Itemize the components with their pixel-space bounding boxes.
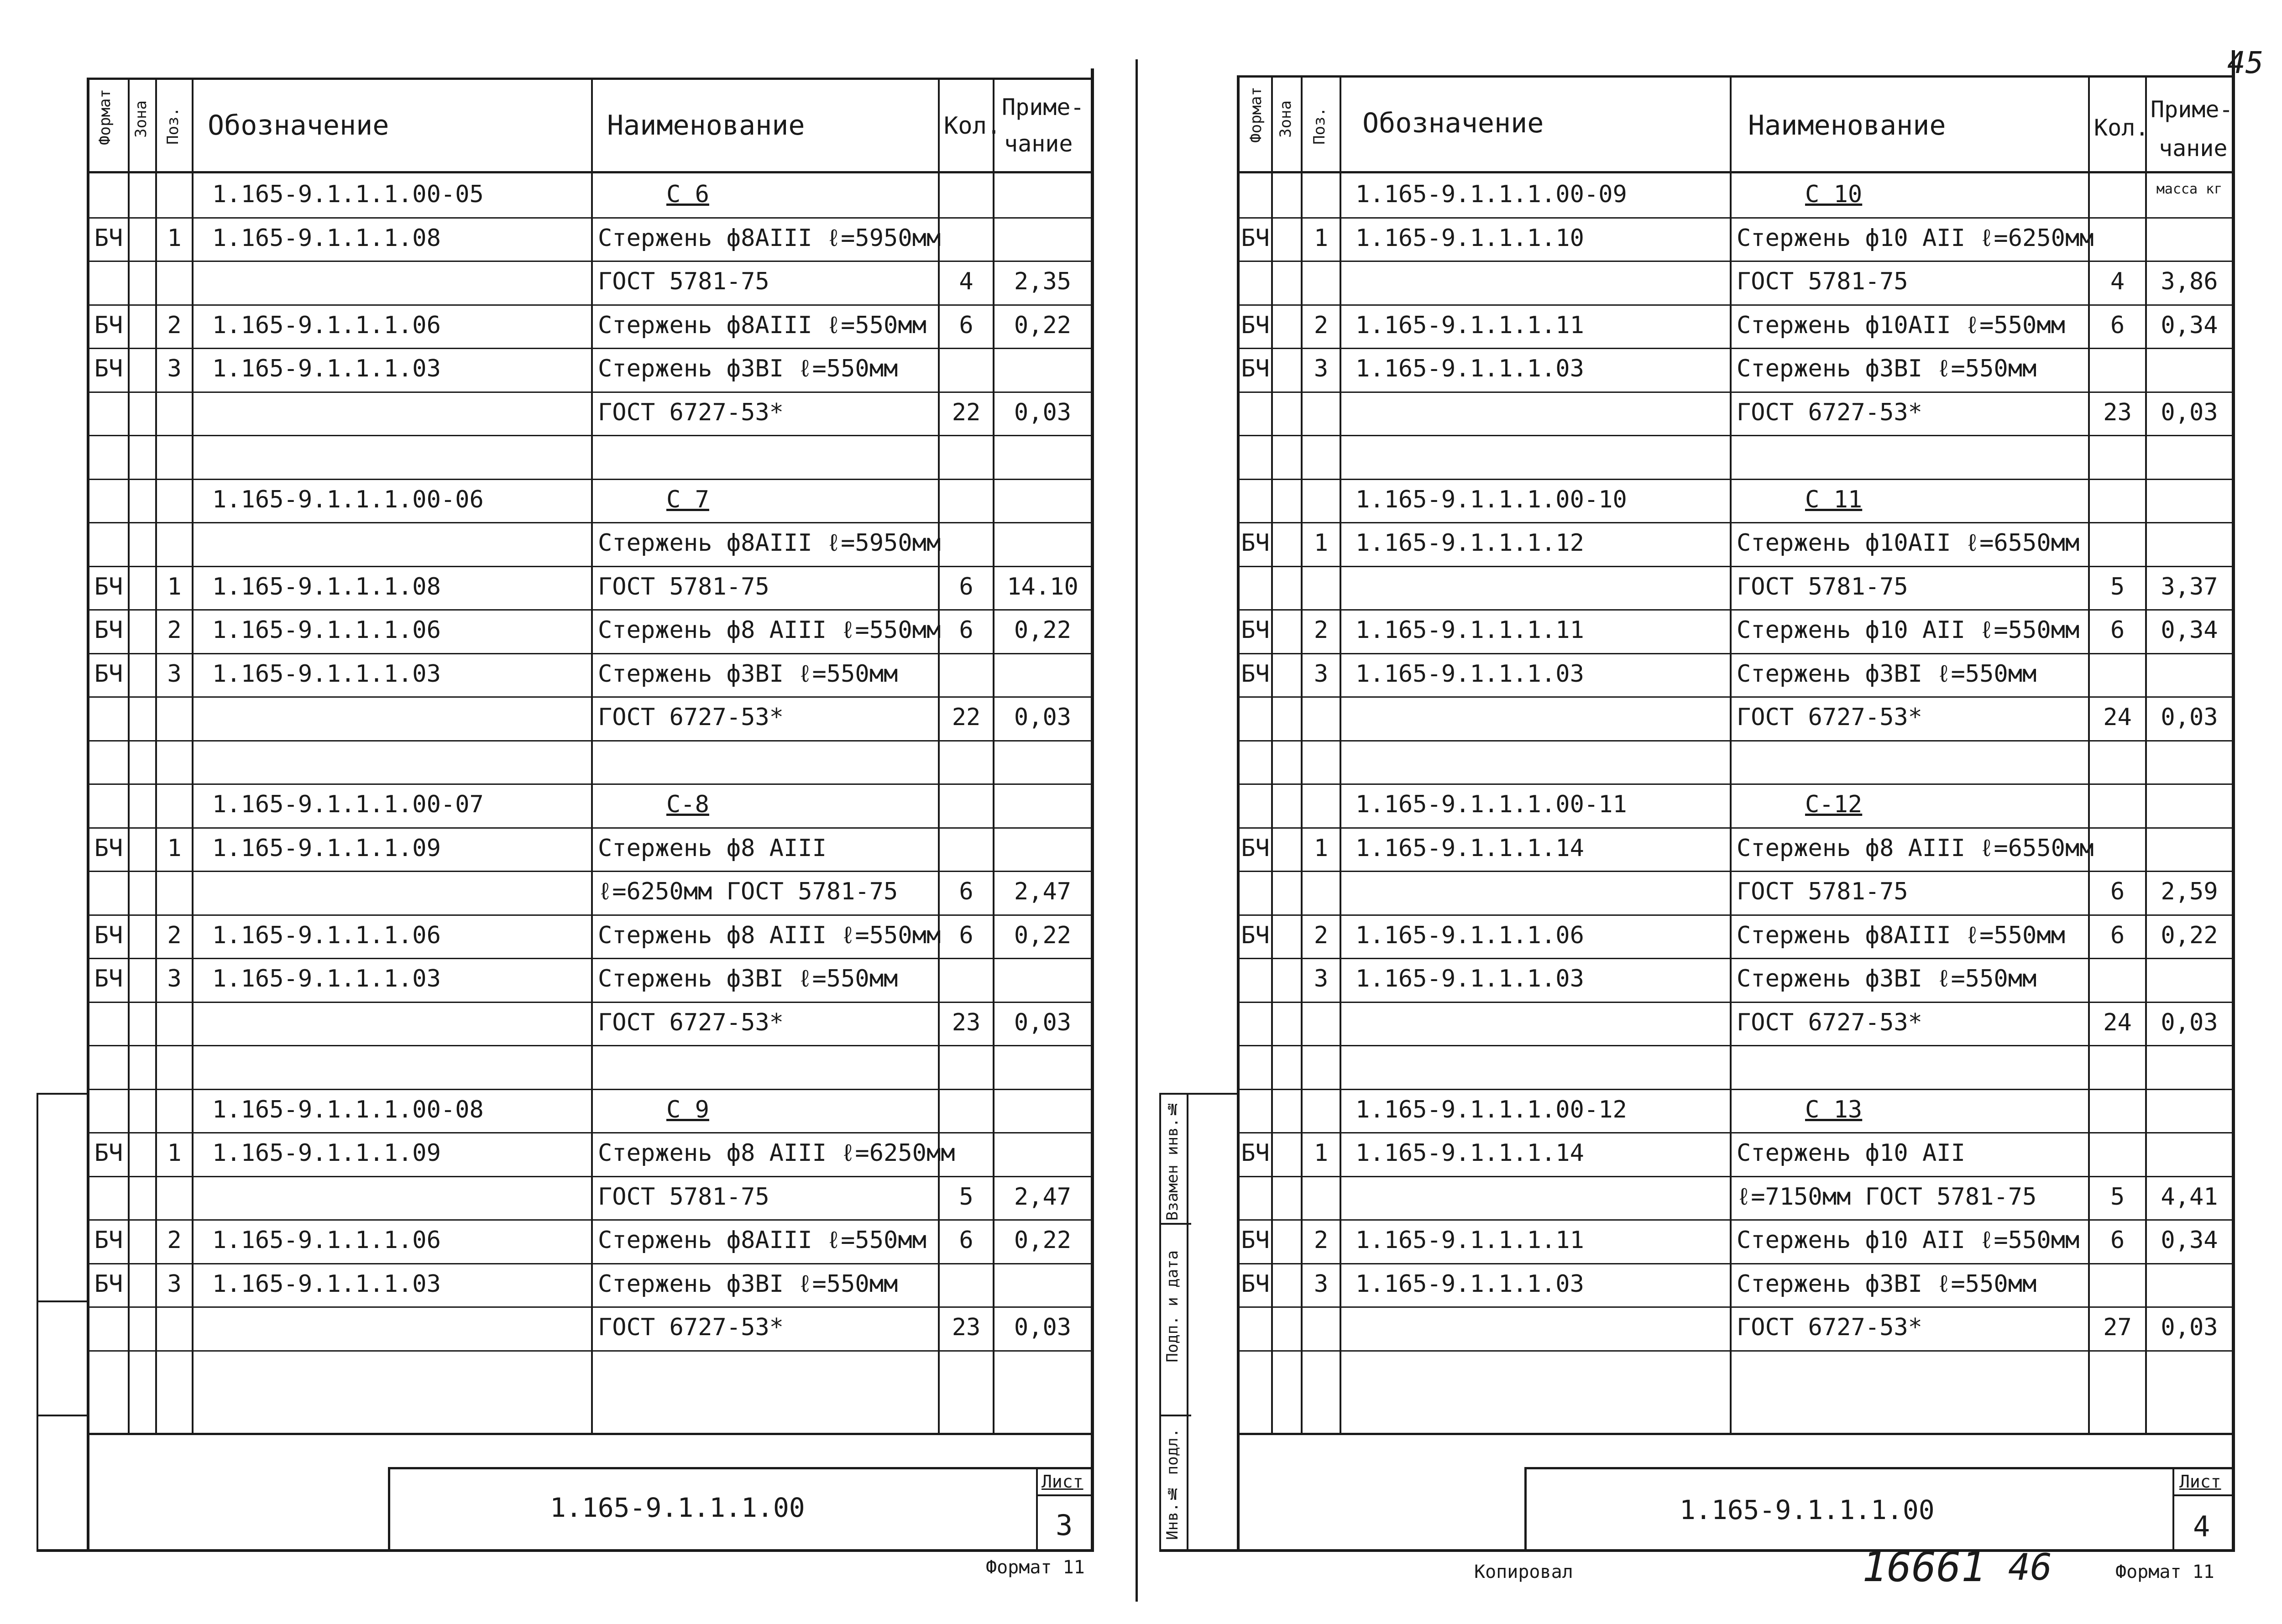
qty-cell: 4 (959, 268, 974, 295)
header-zone-right: Зона (1277, 100, 1295, 138)
row-separator (1237, 1219, 2232, 1221)
row-separator (1237, 1176, 2232, 1177)
row-separator (1237, 522, 2232, 523)
row-separator (1237, 304, 2232, 306)
header-note-right-2: чание (2159, 135, 2228, 162)
name-cell: ГОСТ 6727-53* (1737, 704, 1922, 731)
designation-cell: 1.165-9.1.1.1.14 (1356, 834, 1584, 862)
mass-cell: 0,34 (2161, 616, 2218, 644)
mass-cell: 3,37 (2161, 573, 2218, 601)
name-cell: ГОСТ 5781-75 (1737, 573, 1908, 601)
name-cell: ГОСТ 6727-53* (1737, 398, 1922, 426)
position-cell: 1 (1314, 1139, 1329, 1167)
designation-cell: 1.165-9.1.1.1.06 (212, 616, 441, 644)
name-cell: ГОСТ 5781-75 (1737, 268, 1908, 295)
designation-cell: 1.165-9.1.1.1.03 (212, 965, 441, 992)
format-cell: БЧ (1241, 355, 1270, 382)
name-cell: ГОСТ 6727-53* (598, 398, 784, 426)
header-pos: Поз. (164, 107, 182, 145)
position-cell: 2 (1314, 616, 1329, 644)
mass-cell: масса кг (2156, 181, 2223, 197)
name-cell: Стержень ф3BI ℓ=550мм (598, 660, 898, 688)
name-cell: Стержень ф8АIII ℓ=550мм (598, 1227, 926, 1254)
format-cell: БЧ (94, 573, 123, 601)
mass-cell: 2,47 (1014, 1183, 1072, 1211)
designation-cell: 1.165-9.1.1.1.00-11 (1356, 791, 1627, 818)
designation-cell: 1.165-9.1.1.1.08 (212, 573, 441, 601)
name-cell: Стержень ф8АIII ℓ=550мм (1737, 921, 2065, 949)
designation-cell: 1.165-9.1.1.1.03 (212, 355, 441, 382)
format-cell: БЧ (94, 355, 123, 382)
name-cell: Стержень ф3BI ℓ=550мм (598, 355, 898, 382)
row-separator (1237, 914, 2232, 916)
format-cell: БЧ (94, 1227, 123, 1254)
mass-cell: 0,03 (1014, 398, 1072, 426)
mass-cell: 0,03 (2161, 1008, 2218, 1036)
position-cell: 2 (167, 921, 182, 949)
name-cell: С-12 (1805, 791, 1863, 818)
designation-cell: 1.165-9.1.1.1.11 (1356, 1227, 1584, 1254)
designation-cell: 1.165-9.1.1.1.11 (1356, 616, 1584, 644)
name-cell: Стержень ф8АIII ℓ=5950мм (598, 224, 941, 252)
copied-label: Копировал (1474, 1561, 1573, 1582)
name-cell: Стержень ф10 АII (1737, 1139, 1965, 1167)
designation-cell: 1.165-9.1.1.1.00-07 (212, 791, 484, 818)
side-label-inv-sub: Инв.№ подл. (1163, 1428, 1182, 1540)
name-cell: Стержень ф3BI ℓ=550мм (598, 965, 898, 992)
designation-cell: 1.165-9.1.1.1.03 (212, 660, 441, 688)
name-cell: С 9 (666, 1096, 709, 1123)
header-note-right-1: Приме- (2151, 96, 2233, 123)
row-separator (1237, 609, 2232, 611)
mass-cell: 14.10 (1007, 573, 1078, 601)
qty-cell: 6 (959, 878, 974, 905)
qty-cell: 6 (2110, 878, 2125, 905)
name-cell: ГОСТ 5781-75 (598, 1183, 769, 1211)
qty-cell: 6 (959, 573, 974, 601)
qty-cell: 6 (959, 1227, 974, 1254)
mass-cell: 2,47 (1014, 878, 1072, 905)
qty-cell: 6 (959, 311, 974, 339)
left-stamp-sheet-number: 3 (1056, 1509, 1073, 1542)
name-cell: Стержень ф8 АIII ℓ=550мм (598, 921, 941, 949)
left-format-label: Формат 11 (986, 1557, 1085, 1578)
name-cell: Стержень ф3BI ℓ=550мм (1737, 1270, 2037, 1298)
mass-cell: 0,03 (2161, 704, 2218, 731)
position-cell: 2 (167, 1227, 182, 1254)
designation-cell: 1.165-9.1.1.1.09 (212, 1139, 441, 1167)
format-cell: БЧ (1241, 834, 1270, 862)
position-cell: 3 (1314, 1270, 1329, 1298)
designation-cell: 1.165-9.1.1.1.03 (1356, 355, 1584, 382)
mass-cell: 0,03 (1014, 704, 1072, 731)
row-separator (1237, 740, 2232, 742)
handwritten-number-1: 16661 (1862, 1543, 1986, 1591)
name-cell: ГОСТ 6727-53* (1737, 1314, 1922, 1341)
format-cell: БЧ (94, 616, 123, 644)
designation-cell: 1.165-9.1.1.1.00-12 (1356, 1096, 1627, 1123)
row-separator (1237, 958, 2232, 959)
designation-cell: 1.165-9.1.1.1.08 (212, 224, 441, 252)
qty-cell: 6 (2110, 1227, 2125, 1254)
side-label-replace-inv: Взамен инв.№ (1163, 1100, 1182, 1221)
name-cell: ГОСТ 5781-75 (598, 268, 769, 295)
position-cell: 3 (167, 1270, 182, 1298)
designation-cell: 1.165-9.1.1.1.03 (212, 1270, 441, 1298)
mass-cell: 0,34 (2161, 1227, 2218, 1254)
mass-cell: 0,03 (1014, 1008, 1072, 1036)
name-cell: Стержень ф3BI ℓ=550мм (1737, 355, 2037, 382)
row-separator (1237, 348, 2232, 349)
name-cell: Стержень ф10 АII ℓ=550мм (1737, 1227, 2080, 1254)
name-cell: ГОСТ 5781-75 (1737, 878, 1908, 905)
format-cell: БЧ (94, 311, 123, 339)
name-cell: Стержень ф3BI ℓ=550мм (1737, 660, 2037, 688)
qty-cell: 5 (959, 1183, 974, 1211)
side-label-sign-date: Подп. и дата (1163, 1250, 1182, 1363)
format-cell: БЧ (1241, 1139, 1270, 1167)
position-cell: 1 (167, 1139, 182, 1167)
designation-cell: 1.165-9.1.1.1.00-09 (1356, 181, 1627, 208)
row-separator (1237, 392, 2232, 393)
mass-cell: 0,03 (1014, 1314, 1072, 1341)
left-stamp-code: 1.165-9.1.1.1.00 (550, 1492, 805, 1523)
position-cell: 2 (167, 311, 182, 339)
name-cell: Стержень ф8АIII ℓ=550мм (598, 311, 926, 339)
designation-cell: 1.165-9.1.1.1.10 (1356, 224, 1584, 252)
qty-cell: 24 (2103, 704, 2132, 731)
name-cell: С 6 (666, 181, 709, 208)
format-cell: БЧ (1241, 311, 1270, 339)
name-cell: Стержень ф8 АIII ℓ=550мм (598, 616, 941, 644)
right-stamp-sheet-label: Лист (2179, 1472, 2221, 1492)
name-cell: Стержень ф8 АIII ℓ=6550мм (1737, 834, 2094, 862)
designation-cell: 1.165-9.1.1.1.00-05 (212, 181, 484, 208)
format-cell: БЧ (94, 965, 123, 992)
mass-cell: 0,34 (2161, 311, 2218, 339)
position-cell: 1 (1314, 224, 1329, 252)
name-cell: Стержень ф10 АII ℓ=6250мм (1737, 224, 2094, 252)
name-cell: Стержень ф10АII ℓ=6550мм (1737, 529, 2080, 557)
name-cell: Стержень ф3BI ℓ=550мм (598, 1270, 898, 1298)
mass-cell: 0,22 (2161, 921, 2218, 949)
name-cell: ℓ=7150мм ГОСТ 5781-75 (1737, 1183, 2037, 1211)
header-pos-right: Поз. (1310, 107, 1329, 145)
row-separator (1237, 1132, 2232, 1133)
format-cell: БЧ (1241, 1270, 1270, 1298)
designation-cell: 1.165-9.1.1.1.11 (1356, 311, 1584, 339)
format-cell: БЧ (94, 1270, 123, 1298)
name-cell: С 13 (1805, 1096, 1863, 1123)
qty-cell: 22 (952, 704, 981, 731)
row-separator (1237, 435, 2232, 436)
row-separator (1237, 1089, 2232, 1090)
handwritten-number-2: 46 (2008, 1546, 2052, 1588)
qty-cell: 4 (2110, 268, 2125, 295)
name-cell: С-8 (666, 791, 709, 818)
qty-cell: 23 (952, 1314, 981, 1341)
mass-cell: 0,22 (1014, 921, 1072, 949)
designation-cell: 1.165-9.1.1.1.00-06 (212, 486, 484, 513)
position-cell: 3 (1314, 355, 1329, 382)
mass-cell: 0,03 (2161, 1314, 2218, 1341)
position-cell: 2 (1314, 921, 1329, 949)
designation-cell: 1.165-9.1.1.1.12 (1356, 529, 1584, 557)
name-cell: Стержень ф8 АIII ℓ=6250мм (598, 1139, 955, 1167)
mass-cell: 0,22 (1014, 616, 1072, 644)
designation-cell: 1.165-9.1.1.1.06 (1356, 921, 1584, 949)
header-note-1: Приме- (1002, 94, 1084, 120)
name-cell: Стержень ф8 АIII (598, 834, 827, 862)
header-designation-right: Обозначение (1362, 107, 1544, 139)
header-designation: Обозначение (208, 110, 389, 141)
row-separator (1237, 696, 2232, 698)
mass-cell: 0,03 (2161, 398, 2218, 426)
row-separator (1237, 479, 2232, 480)
mass-cell: 4,41 (2161, 1183, 2218, 1211)
position-cell: 3 (167, 965, 182, 992)
header-zone: Зона (132, 100, 150, 138)
designation-cell: 1.165-9.1.1.1.00-10 (1356, 486, 1627, 513)
row-separator (1237, 871, 2232, 872)
qty-cell: 6 (959, 616, 974, 644)
qty-cell: 23 (952, 1008, 981, 1036)
mass-cell: 0,22 (1014, 311, 1072, 339)
mass-cell: 2,35 (1014, 268, 1072, 295)
header-format-right: Формат (1247, 87, 1265, 143)
format-cell: БЧ (1241, 1227, 1270, 1254)
format-cell: БЧ (1241, 616, 1270, 644)
name-cell: Стержень ф10 АII ℓ=550мм (1737, 616, 2080, 644)
row-separator (1237, 1263, 2232, 1264)
format-cell: БЧ (94, 834, 123, 862)
name-cell: Стержень ф8АIII ℓ=5950мм (598, 529, 941, 557)
qty-cell: 6 (959, 921, 974, 949)
format-cell: БЧ (1241, 921, 1270, 949)
designation-cell: 1.165-9.1.1.1.09 (212, 834, 441, 862)
name-cell: ГОСТ 6727-53* (1737, 1008, 1922, 1036)
position-cell: 1 (167, 224, 182, 252)
position-cell: 1 (1314, 834, 1329, 862)
name-cell: ГОСТ 5781-75 (598, 573, 769, 601)
header-note-2: чание (1004, 131, 1073, 157)
header-format: Формат (96, 89, 114, 145)
position-cell: 3 (167, 660, 182, 688)
format-cell: БЧ (94, 921, 123, 949)
qty-cell: 27 (2103, 1314, 2132, 1341)
position-cell: 2 (167, 616, 182, 644)
row-separator (1237, 1350, 2232, 1352)
mass-cell: 2,59 (2161, 878, 2218, 905)
header-qty: Кол. (944, 112, 1001, 140)
format-cell: БЧ (1241, 660, 1270, 688)
page-number: 45 (2227, 45, 2264, 80)
designation-cell: 1.165-9.1.1.1.06 (212, 1227, 441, 1254)
row-separator (1237, 1306, 2232, 1308)
name-cell: ГОСТ 6727-53* (598, 1314, 784, 1341)
format-cell: БЧ (94, 1139, 123, 1167)
row-separator (1237, 1002, 2232, 1003)
right-format-label: Формат 11 (2115, 1561, 2214, 1582)
format-cell: БЧ (94, 660, 123, 688)
qty-cell: 23 (2103, 398, 2132, 426)
header-name: Наименование (607, 110, 805, 141)
qty-cell: 24 (2103, 1008, 2132, 1036)
row-separator (1237, 783, 2232, 785)
row-separator (1237, 827, 2232, 829)
designation-cell: 1.165-9.1.1.1.00-08 (212, 1096, 484, 1123)
designation-cell: 1.165-9.1.1.1.06 (212, 921, 441, 949)
name-cell: С 11 (1805, 486, 1863, 513)
position-cell: 2 (1314, 311, 1329, 339)
designation-cell: 1.165-9.1.1.1.03 (1356, 660, 1584, 688)
right-stamp-code: 1.165-9.1.1.1.00 (1680, 1494, 1935, 1525)
left-stamp-sheet-label: Лист (1042, 1472, 1083, 1492)
position-cell: 1 (1314, 529, 1329, 557)
qty-cell: 6 (2110, 311, 2125, 339)
qty-cell: 22 (952, 398, 981, 426)
name-cell: Стержень ф10АII ℓ=550мм (1737, 311, 2065, 339)
header-qty-right: Кол. (2094, 115, 2149, 141)
qty-cell: 5 (2110, 1183, 2125, 1211)
row-separator (1237, 566, 2232, 567)
position-cell: 1 (167, 834, 182, 862)
name-cell: С 10 (1805, 181, 1863, 208)
position-cell: 2 (1314, 1227, 1329, 1254)
designation-cell: 1.165-9.1.1.1.14 (1356, 1139, 1584, 1167)
designation-cell: 1.165-9.1.1.1.03 (1356, 1270, 1584, 1298)
name-cell: ГОСТ 6727-53* (598, 704, 784, 731)
designation-cell: 1.165-9.1.1.1.06 (212, 311, 441, 339)
row-separator (1237, 261, 2232, 262)
position-cell: 3 (167, 355, 182, 382)
position-cell: 3 (1314, 965, 1329, 992)
qty-cell: 6 (2110, 616, 2125, 644)
position-cell: 1 (167, 573, 182, 601)
name-cell: ГОСТ 6727-53* (598, 1008, 784, 1036)
designation-cell: 1.165-9.1.1.1.03 (1356, 965, 1584, 992)
format-cell: БЧ (94, 224, 123, 252)
format-cell: БЧ (1241, 224, 1270, 252)
name-cell: С 7 (666, 486, 709, 513)
qty-cell: 6 (2110, 921, 2125, 949)
right-stamp-sheet-number: 4 (2193, 1510, 2210, 1543)
position-cell: 3 (1314, 660, 1329, 688)
name-cell: Стержень ф3BI ℓ=550мм (1737, 965, 2037, 992)
name-cell: ℓ=6250мм ГОСТ 5781-75 (598, 878, 898, 905)
row-separator (1237, 217, 2232, 219)
row-separator (1237, 1045, 2232, 1046)
qty-cell: 5 (2110, 573, 2125, 601)
format-cell: БЧ (1241, 529, 1270, 557)
mass-cell: 3,86 (2161, 268, 2218, 295)
header-name-right: Наименование (1748, 110, 1946, 141)
row-separator (1237, 653, 2232, 654)
mass-cell: 0,22 (1014, 1227, 1072, 1254)
